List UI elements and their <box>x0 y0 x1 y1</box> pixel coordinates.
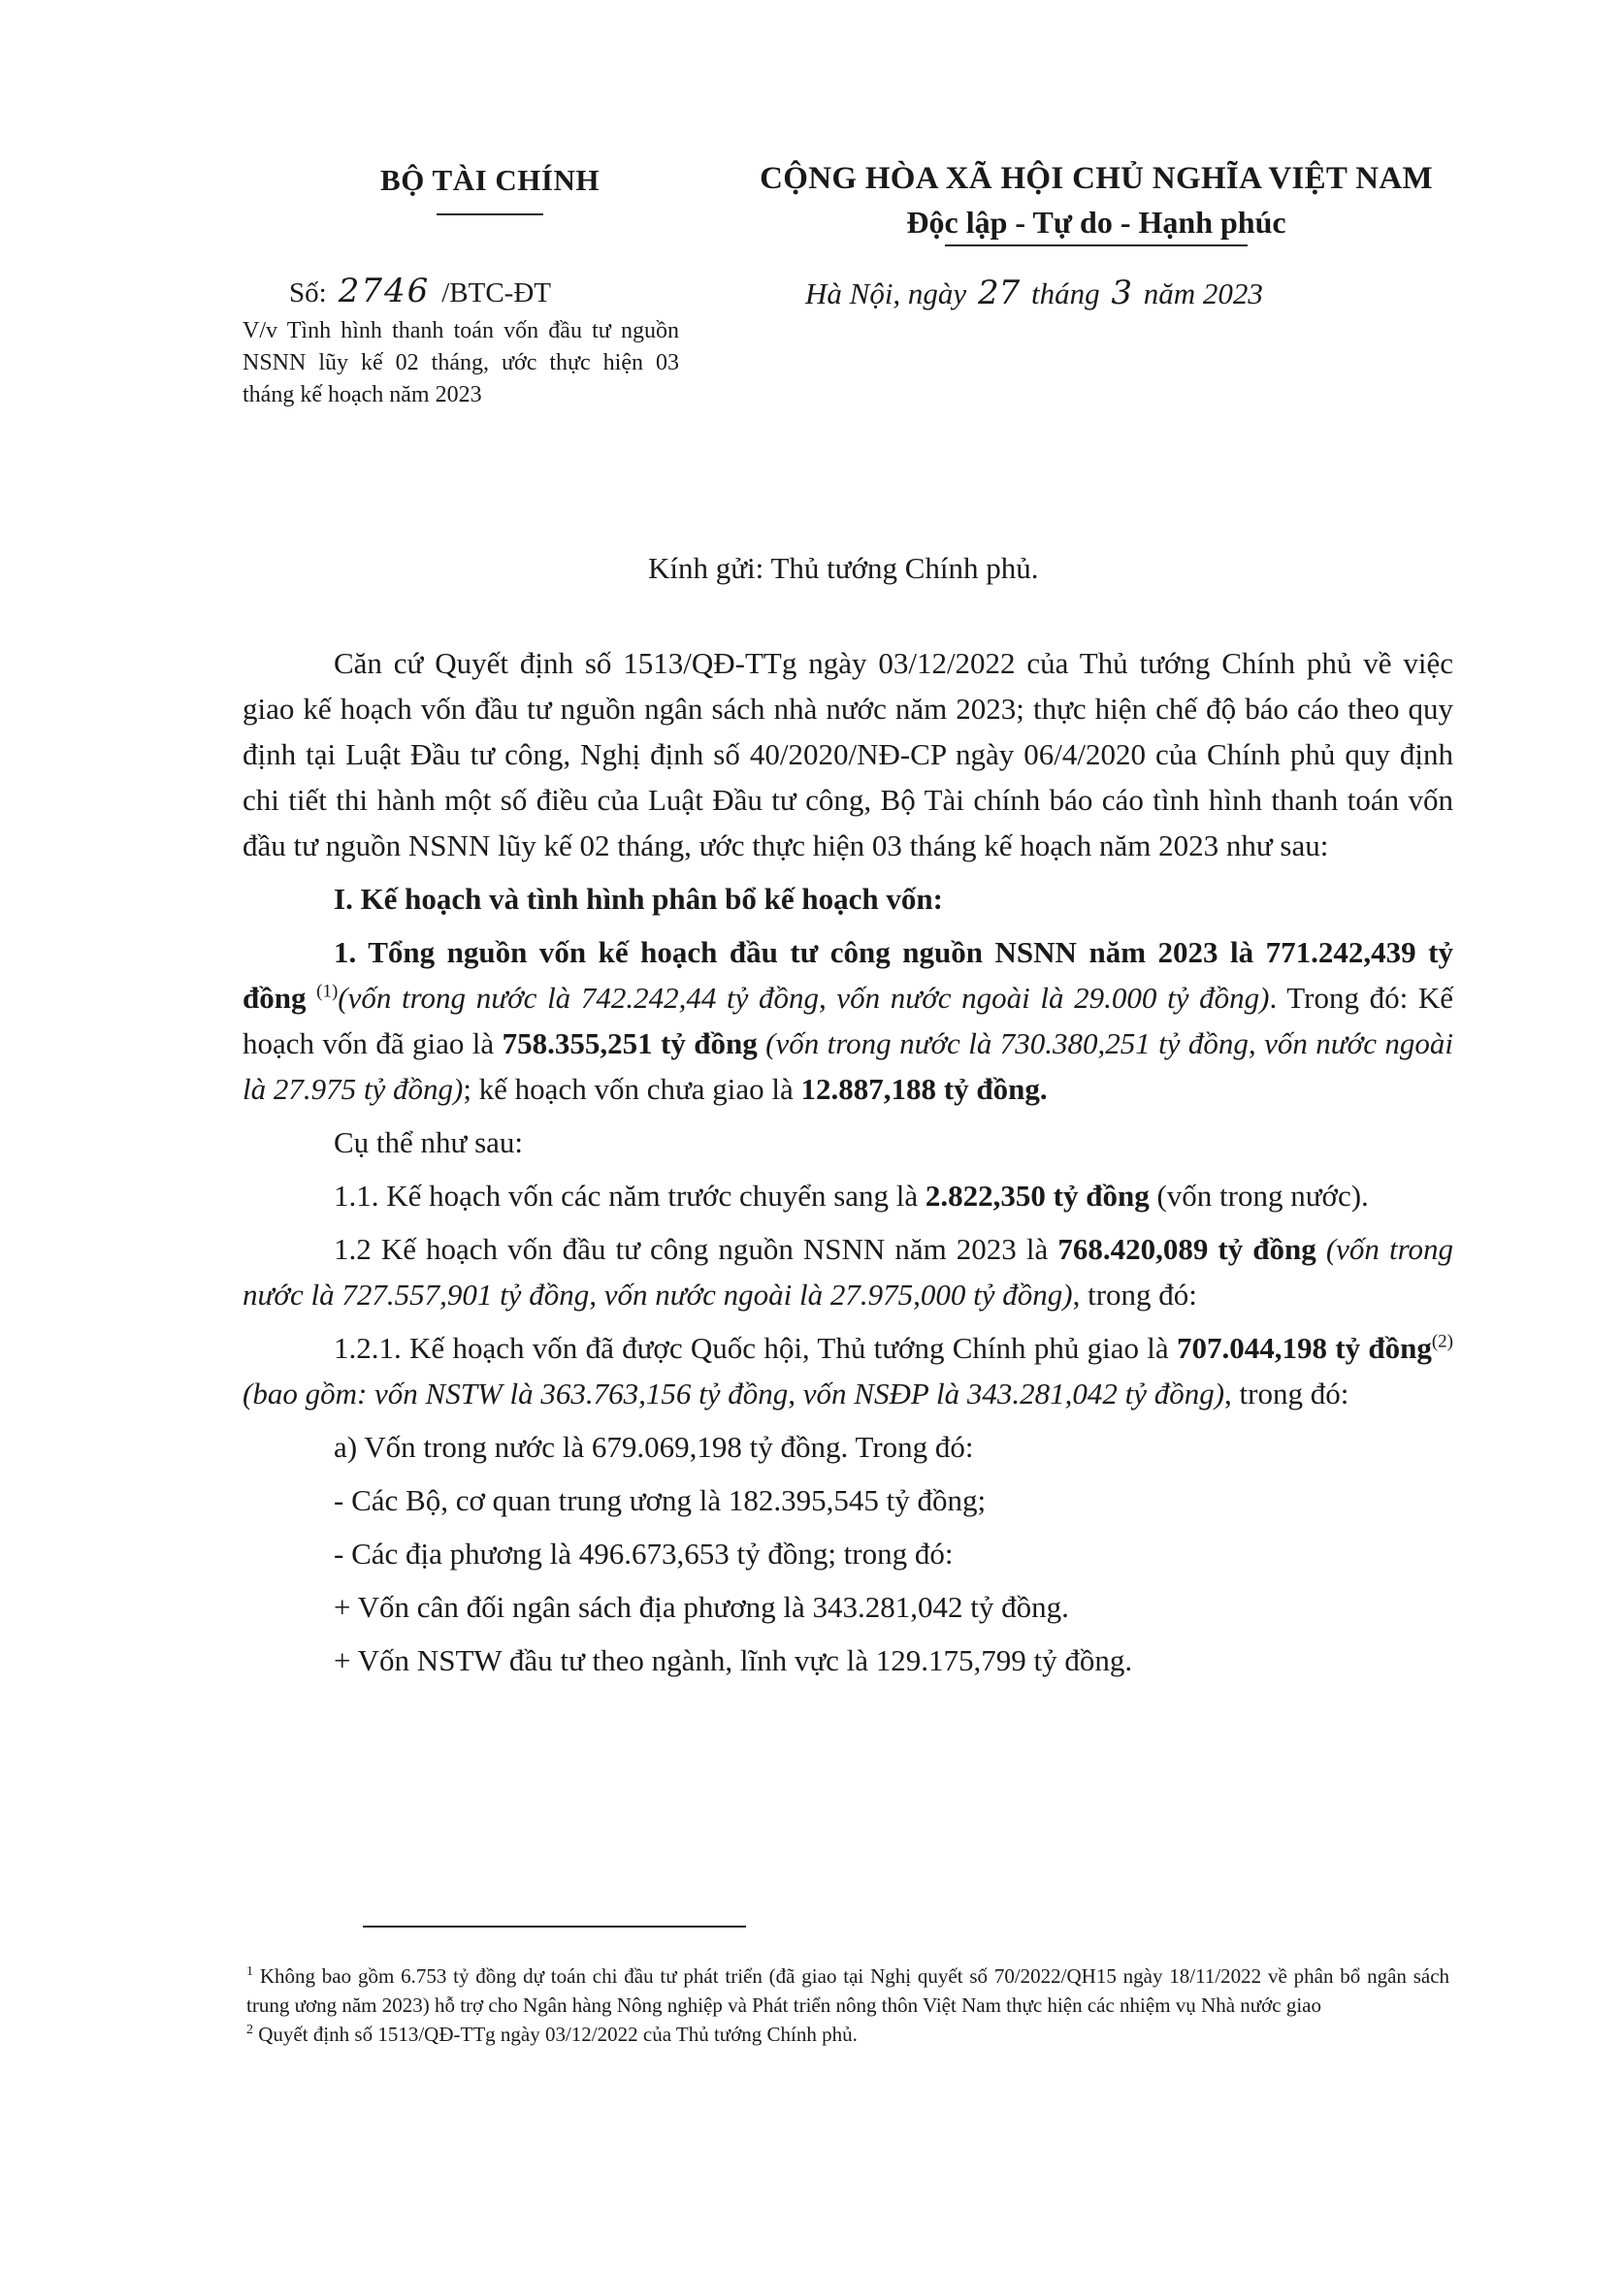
p11-tail: (vốn trong nước). <box>1149 1179 1369 1213</box>
footnote-text: Không bao gồm 6.753 tỷ đồng dự toán chi đầu tư phát triển (đã giao tại Nghị quyết số 70/2022/QH15 ngày 18/11/2022 về phân bổ ngân sách trung ương năm 2023) hỗ trợ cho Ngân hàng Nông nghiệp và Phát triển nông thôn Việt Nam thực hiện các nhiệm vụ Nhà nước giao <box>246 1964 1450 2017</box>
p1-text2: ; kế hoạch vốn chưa giao là <box>463 1072 801 1106</box>
p121-tail: , trong đó: <box>1224 1377 1349 1410</box>
section-heading-1: I. Kế hoạch và tình hình phân bổ kế hoạch vốn: <box>334 882 943 916</box>
date-year: năm 2023 <box>1143 276 1263 310</box>
intro-paragraph: Căn cứ Quyết định số 1513/QĐ-TTg ngày 03/12/2022 của Thủ tướng Chính phủ về việc giao kế hoạch vốn đầu tư nguồn ngân sách nhà nước năm 2023; thực hiện chế độ báo cáo theo quy định tại Luật Đầu tư công, Nghị định số 40/2020/NĐ-CP ngày 06/4/2020 của Chính phủ quy định chi tiết thi hành một số điều của Luật Đầu tư công, Bộ Tài chính báo cáo tình hình thanh toán vốn đầu tư nguồn NSNN lũy kế 02 tháng, ước thực hiện 03 tháng kế hoạch năm 2023 như sau: <box>243 646 1453 862</box>
footnote-number: 2 <box>246 2023 253 2037</box>
footnote-ref-2: (2) <box>1431 1331 1453 1352</box>
national-header <box>679 161 1513 241</box>
document-date <box>805 274 1263 312</box>
list-item: a) Vốn trong nước là 679.069,198 tỷ đồng. Trong đó: <box>334 1430 974 1464</box>
footnote-number: 1 <box>246 1964 253 1979</box>
p1-assigned: 758.355,251 tỷ đồng <box>502 1026 758 1060</box>
footnote-divider <box>363 1926 746 1928</box>
list-item: - Các Bộ, cơ quan trung ương là 182.395,545 tỷ đồng; <box>334 1483 987 1517</box>
p1-unassigned: 12.887,188 tỷ đồng. <box>800 1072 1048 1106</box>
p12-amount: 768.420,089 tỷ đồng <box>1057 1232 1316 1266</box>
date-month-label: tháng <box>1030 276 1100 310</box>
p1-detail: (vốn trong nước là 742.242,44 tỷ đồng, vốn nước ngoài là 29.000 tỷ đồng) <box>338 981 1270 1015</box>
footnote-2 <box>246 2020 1449 2049</box>
p1-text: . Trong đó: Kế hoạch vốn đã giao là <box>243 981 1454 1060</box>
list-item: - Các địa phương là 496.673,653 tỷ đồng; trong đó: <box>334 1537 954 1571</box>
salutation: Kính gửi: Thủ tướng Chính phủ. <box>648 551 1039 585</box>
paragraph-1-1 <box>243 1173 1453 1218</box>
p121-detail: (bao gồm: vốn NSTW là 363.763,156 tỷ đồng, vốn NSĐP là 343.281,042 tỷ đồng) <box>243 1377 1225 1410</box>
document-subject: V/v Tình hình thanh toán vốn đầu tư nguồn NSNN lũy kế 02 tháng, ước thực hiện 03 tháng kế hoạch năm 2023 <box>243 318 679 407</box>
paragraph-1 <box>243 929 1453 1112</box>
list-item: + Vốn cân đối ngân sách địa phương là 343.281,042 tỷ đồng. <box>334 1590 1069 1624</box>
issuing-agency: BỘ TÀI CHÍNH <box>380 163 600 197</box>
p12-text: 1.2 Kế hoạch vốn đầu tư công nguồn NSNN năm 2023 là <box>334 1232 1058 1266</box>
p12-detail: (vốn trong nước là 727.557,901 tỷ đồng, vốn nước ngoài là 27.975,000 tỷ đồng) <box>243 1232 1454 1312</box>
document-body <box>243 640 1453 1691</box>
p11-text: 1.1. Kế hoạch vốn các năm trước chuyển sang là <box>334 1179 926 1213</box>
p1-total: 1. Tổng nguồn vốn kế hoạch đầu tư công nguồn NSNN năm 2023 là 771.242,439 tỷ đồng <box>243 935 1453 1015</box>
nation-title: CỘNG HÒA XÃ HỘI CHỦ NGHĨA VIỆT NAM <box>760 161 1433 196</box>
footnote-text: Quyết định số 1513/QĐ-TTg ngày 03/12/2022 của Thủ tướng Chính phủ. <box>258 2023 858 2046</box>
date-prefix: Hà Nội, ngày <box>805 276 967 310</box>
doc-number-handwritten: 2746 <box>338 272 431 310</box>
doc-number-prefix: Số: <box>289 277 327 308</box>
footnotes <box>246 1961 1449 2049</box>
national-motto: Độc lập - Tự do - Hạnh phúc <box>906 205 1286 240</box>
document-number <box>289 272 551 310</box>
p1-assigned-detail: (vốn trong nước là 730.380,251 tỷ đồng, vốn nước ngoài là 27.975 tỷ đồng) <box>243 1026 1454 1106</box>
paragraph-1-2-1 <box>243 1325 1453 1416</box>
p121-amount: 707.044,198 tỷ đồng <box>1176 1331 1432 1365</box>
footnote-ref-1: (1) <box>316 981 339 1002</box>
p12-tail: , trong đó: <box>1072 1278 1197 1312</box>
p121-text: 1.2.1. Kế hoạch vốn đã được Quốc hội, Thủ tướng Chính phủ giao là <box>334 1331 1177 1365</box>
list-item: + Vốn NSTW đầu tư theo ngành, lĩnh vực là 129.175,799 tỷ đồng. <box>334 1643 1133 1677</box>
doc-number-suffix: /BTC-ĐT <box>441 277 551 308</box>
date-month-handwritten: 3 <box>1111 274 1132 312</box>
p11-amount: 2.822,350 tỷ đồng <box>925 1179 1150 1213</box>
date-day-handwritten: 27 <box>977 274 1021 312</box>
issuing-agency-block <box>291 163 689 215</box>
paragraph-1-2 <box>243 1226 1453 1317</box>
specifically-line: Cụ thể như sau: <box>334 1125 524 1159</box>
footnote-1 <box>246 1961 1449 2020</box>
agency-underline <box>437 213 543 215</box>
